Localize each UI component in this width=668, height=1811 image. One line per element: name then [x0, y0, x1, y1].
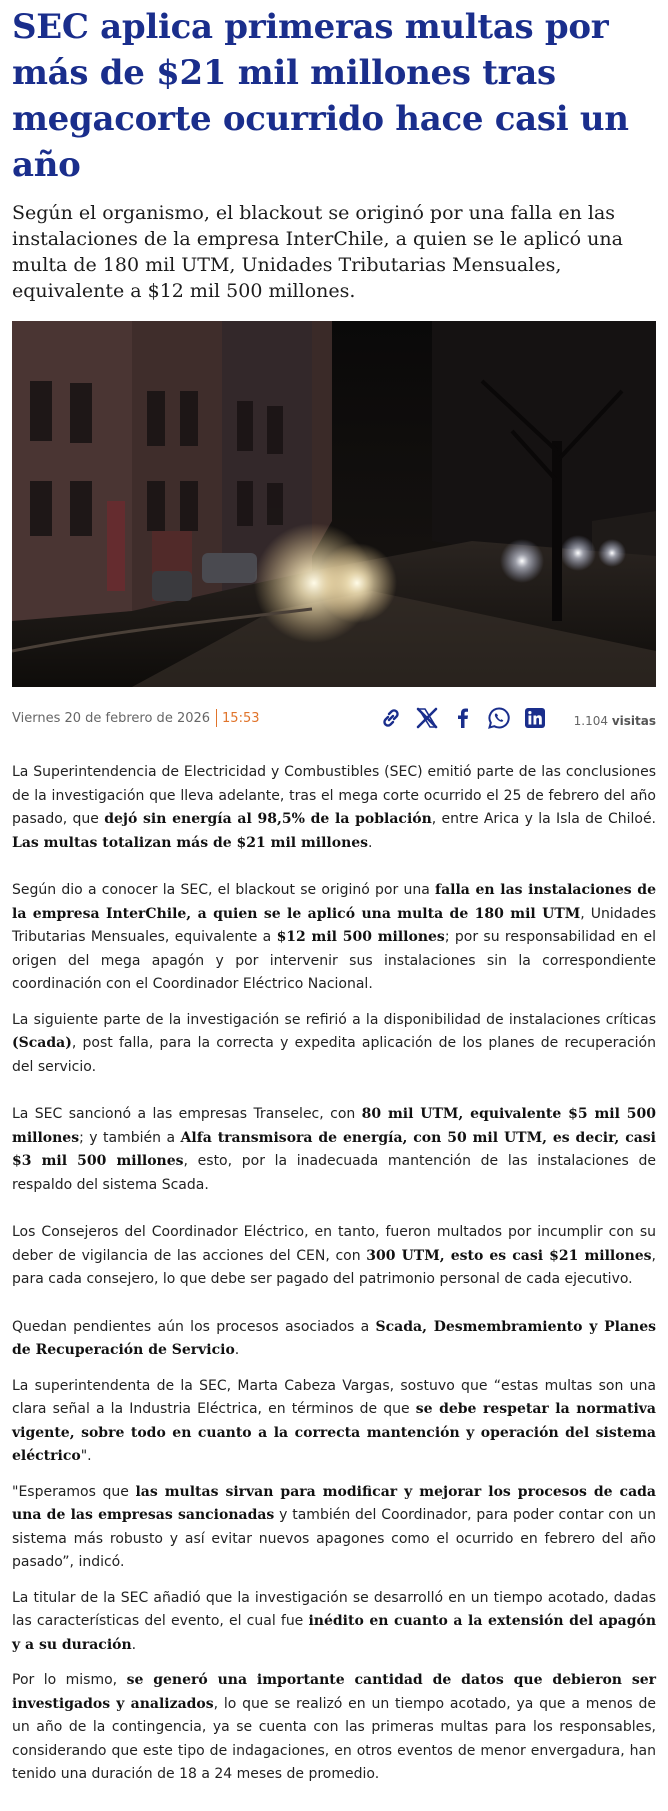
article-paragraph [12, 1481, 656, 1575]
article-paragraph [12, 1587, 656, 1658]
paragraph-text: , lo que se realizó en un tiempo acotado, ya que a menos de un año de la contingencia, ya se cuenta con las primeras multas para los responsables, considerando que este tipo de indagaciones, en otros eventos de menor envergadura, han tenido una duración de 18 a 24 meses de promedio. [12, 1695, 656, 1782]
bold-text: 80 mil UTM, equivalente $5 mil 500 millones [12, 1106, 656, 1146]
hero-photo [12, 321, 656, 687]
bold-text: se debe respetar la normativa vigente, sobre todo en cuanto a la correcta mantención y operación del sistema eléctrico [12, 1401, 656, 1464]
bold-text: Scada, Desmembramiento y Planes de Recuperación de Servicio [12, 1318, 656, 1358]
paragraph-text: Por lo mismo, [12, 1672, 127, 1688]
visit-label: visitas [611, 714, 656, 728]
article-paragraph [12, 761, 656, 855]
article-subtitle: Según el organismo, el blackout se originó por una falla en las instalaciones de la empresa InterChile, a quien se le aplicó una multa de 180 mil UTM, Unidades Tributarias Mensuales, equivalente a $12 mil 500 millones. [12, 202, 623, 302]
linkedin-icon[interactable] [522, 705, 548, 731]
paragraph-text: . [131, 1636, 137, 1653]
paragraph-text: Los Consejeros del Coordinador Eléctrico, en tanto, fueron multados por incumplir con su deber de vigilancia de las acciones del CEN, con [12, 1224, 656, 1264]
bold-text: las multas sirvan para modificar y mejorar los procesos de cada una de las empresas sancionadas [12, 1483, 656, 1523]
paragraph-text: ; por su responsabilidad en el origen del mega apagón y por intervenir sus instalaciones sin la correspondiente coordinación con el Coordinador Eléctrico Nacional. [12, 929, 657, 992]
paragraph-text: y también del Coordinador, para poder contar con un sistema más robusto y así evitar nuevos apagones como el ocurrido en febrero del año pasado”, indicó. [12, 1507, 656, 1570]
bold-text: $12 mil 500 millones [276, 929, 445, 945]
publish-date: Viernes 20 de febrero de 2026 [12, 710, 211, 726]
article-paragraph [12, 1375, 656, 1469]
paragraph-text: La superintendenta de la SEC, Marta Cabeza Vargas, sostuvo que “estas multas son una clara señal a la Industria Eléctrica, en términos de que [12, 1377, 656, 1417]
article-meta [12, 701, 656, 735]
bold-text: falla en las instalaciones de la empresa InterChile, a quien se le aplicó una multa de 180 mil UTM [12, 882, 656, 922]
article-paragraph [12, 1316, 656, 1363]
article-title: SEC aplica primeras multas por más de $21 mil millones tras megacorte ocurrido hace casi un año [12, 7, 629, 185]
paragraph-text: La siguiente parte de la investigación se refirió a la disponibilidad de instalaciones críticas [12, 1011, 656, 1028]
paragraph-text: , esto, por la inadecuada mantención de las instalaciones de respaldo del sistema Scada. [12, 1153, 656, 1193]
article-paragraph [12, 1669, 656, 1787]
paragraph-text: "Esperamos que [12, 1483, 136, 1500]
share-bar [378, 705, 548, 731]
bold-text: dejó sin energía al 98,5% de la población [104, 811, 432, 827]
paragraph-text: La Superintendencia de Electricidad y Combustibles (SEC) emitió parte de las conclusiones de la investigación que lleva adelante, tras el mega corte ocurrido el 25 de febrero del año pasado, que [12, 764, 656, 827]
paragraph-text: Quedan pendientes aún los procesos asociados a [12, 1318, 376, 1335]
paragraph-text: . [234, 1342, 240, 1358]
paragraph-text: ; y también a [79, 1129, 181, 1146]
paragraph-text: , para cada consejero, lo que debe ser pagado del patrimonio personal de cada ejecutivo. [12, 1247, 656, 1287]
article [12, 4, 656, 1811]
bold-text: Alfa transmisora de energía, con 50 mil UTM, es decir, casi $3 mil 500 millones [12, 1129, 656, 1169]
paragraph-text: . [368, 834, 373, 851]
visit-counter [574, 714, 656, 728]
article-paragraph [12, 1103, 656, 1197]
paragraph-text: Según dio a conocer la SEC, el blackout se originó por una [12, 882, 436, 898]
paragraph-text: , Unidades Tributarias Mensuales, equivalente a [12, 905, 657, 945]
facebook-icon[interactable] [450, 705, 476, 731]
visit-count: 1.104 [573, 714, 608, 728]
article-paragraph [12, 1009, 656, 1080]
article-body [12, 761, 656, 1787]
paragraph-text: La SEC sancionó a las empresas Transelec, con [12, 1106, 362, 1122]
date-separator [216, 709, 217, 727]
whatsapp-icon[interactable] [486, 705, 512, 731]
paragraph-text: La titular de la SEC añadió que la investigación se desarrolló en un tiempo acotado, dadas las características del evento, el cual fue [12, 1589, 656, 1629]
link-icon[interactable] [378, 705, 404, 731]
bold-text: se generó una importante cantidad de datos que debieron ser investigados y analizados [12, 1672, 656, 1712]
publish-time: 15:53 [222, 710, 260, 726]
paragraph-text: , post falla, para la correcta y expedita aplicación de los planes de recuperación del servicio. [12, 1035, 656, 1075]
article-paragraph [12, 879, 656, 997]
paragraph-text: ". [80, 1448, 92, 1464]
article-paragraph [12, 1221, 656, 1292]
x-icon[interactable] [414, 705, 440, 731]
paragraph-text: , entre Arica y la Isla de Chiloé. [431, 811, 657, 827]
bold-text: inédito en cuanto a la extensión del apagón y a su duración [12, 1613, 656, 1653]
bold-text: 300 UTM, esto es casi $21 millones [366, 1247, 652, 1264]
bold-text: Las multas totalizan más de $21 mil millones [12, 834, 369, 851]
bold-text: (Scada) [12, 1035, 72, 1051]
